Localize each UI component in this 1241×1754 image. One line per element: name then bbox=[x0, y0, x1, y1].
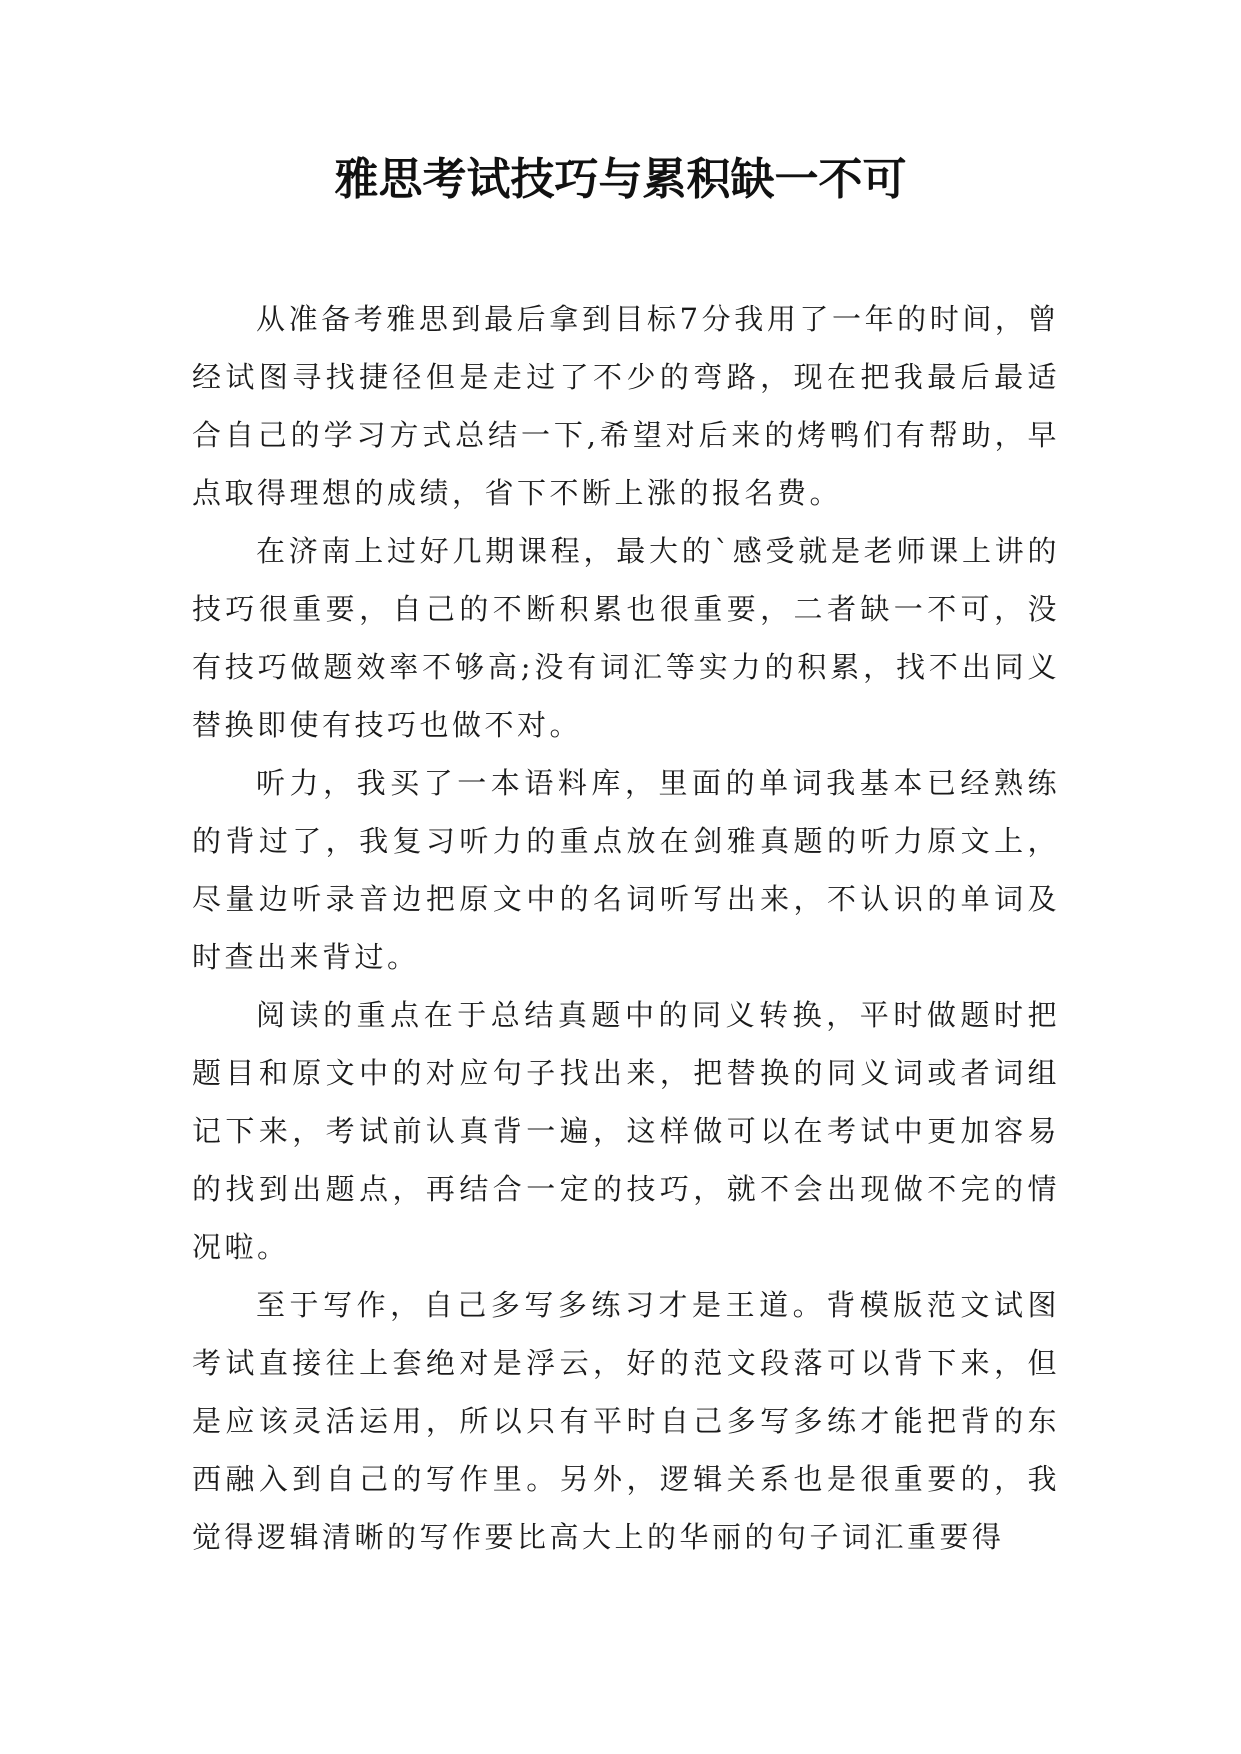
paragraph-listening: 听力，我买了一本语料库，里面的单词我基本已经熟练的背过了，我复习听力的重点放在剑雅真题的听力原文上，尽量边听录音边把原文中的名词听写出来，不认识的单词及时查出来背过。 bbox=[192, 766, 1060, 974]
document-title: 雅思考试技巧与累积缺一不可 bbox=[334, 154, 907, 205]
paragraph-course: 在济南上过好几期课程，最大的`感受就是老师课上讲的技巧很重要，自己的不断积累也很重要，二者缺一不可，没有技巧做题效率不够高;没有词汇等实力的积累，找不出同义替换即使有技巧也做不对。 bbox=[192, 534, 1060, 742]
paragraph-intro: 从准备考雅思到最后拿到目标7分我用了一年的时间，曾经试图寻找捷径但是走过了不少的弯路，现在把我最后最适合自己的学习方式总结一下,希望对后来的烤鸭们有帮助，早点取得理想的成绩，省下不断上涨的报名费。 bbox=[192, 302, 1060, 510]
document-body bbox=[192, 290, 1060, 1566]
paragraph-writing: 至于写作，自己多写多练习才是王道。背模版范文试图考试直接往上套绝对是浮云，好的范文段落可以背下来，但是应该灵活运用，所以只有平时自己多写多练才能把背的东西融入到自己的写作里。另外，逻辑关系也是很重要的，我觉得逻辑清晰的写作要比高大上的华丽的句子词汇重要得 bbox=[192, 1288, 1060, 1554]
paragraph-reading: 阅读的重点在于总结真题中的同义转换，平时做题时把题目和原文中的对应句子找出来，把替换的同义词或者词组记下来，考试前认真背一遍，这样做可以在考试中更加容易的找到出题点，再结合一定的技巧，就不会出现做不完的情况啦。 bbox=[192, 998, 1060, 1264]
